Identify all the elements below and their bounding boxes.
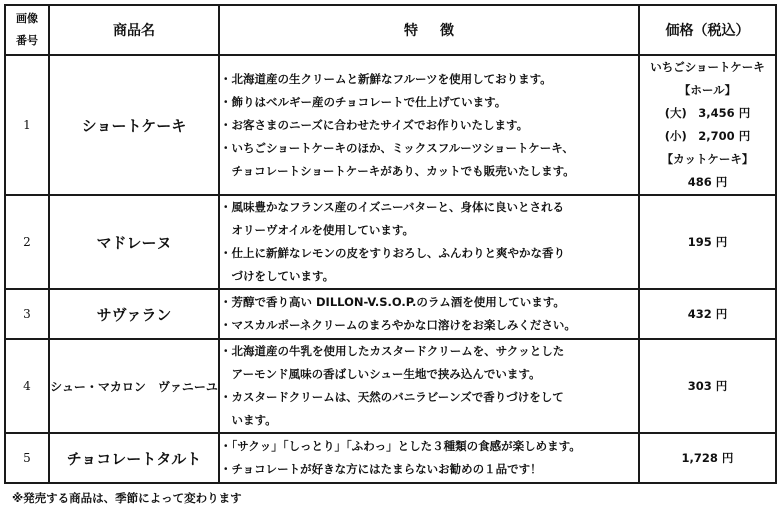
- header-features-label: 特徴: [404, 23, 476, 39]
- image-number: 1: [5, 55, 49, 195]
- feature-line: ・マスカルポーネクリームのまろやかな口溶けをお楽しみください。: [220, 318, 576, 332]
- feature-line: ・いちごショートケーキのほか、ミックスフルーツショートケーキ、: [220, 140, 574, 155]
- feature-line: ・風味豊かなフランス産のイズニーバターと、身体に良いとされる: [220, 200, 564, 214]
- feature-line: ・仕上に新鮮なレモンの皮をすりおろし、ふんわりと爽やかな香り: [220, 246, 565, 260]
- feature-line: ・お客さまのニーズに合わせたサイズでお作りいたします。: [220, 117, 529, 132]
- feature-line: ・カスタードクリームは、天然のバニラビーンズで香りづけをして: [220, 390, 564, 404]
- feature-line: ・チョコレートが好きな方にはたまらないお勧めの１品です！: [220, 462, 542, 476]
- price-line: 303 円: [687, 378, 728, 393]
- product-features: [219, 289, 639, 339]
- header-row: [5, 5, 776, 55]
- header-image-number-line2: 番号: [16, 34, 38, 47]
- image-number: 5: [5, 433, 49, 483]
- product-features: [219, 433, 639, 483]
- product-features: [219, 339, 639, 433]
- product-price: [639, 433, 776, 483]
- price-line: いちごショートケーキ: [650, 60, 765, 74]
- image-number: 4: [5, 339, 49, 433]
- feature-line: ・飾りはベルギー産のチョコレートで仕上げています。: [220, 94, 507, 109]
- price-line: 432 円: [687, 306, 728, 321]
- price-line: 486 円: [687, 175, 728, 189]
- feature-line: チョコレートショートケーキがあり、カットでも販売いたします。: [220, 163, 575, 178]
- product-price: [639, 55, 776, 195]
- feature-line: ・北海道産の牛乳を使用したカスタードクリームを、サクッとした: [220, 344, 565, 358]
- product-name: マドレーヌ: [49, 195, 219, 289]
- product-price: [639, 195, 776, 289]
- price-line: 【カットケーキ】: [661, 152, 754, 166]
- image-number: 3: [5, 289, 49, 339]
- product-price: [639, 339, 776, 433]
- header-features: [219, 5, 639, 55]
- feature-line: います。: [220, 413, 277, 427]
- product-name: シュー・マカロン ヴァニーユ: [49, 339, 219, 433]
- price-line: 【ホール】: [678, 83, 737, 97]
- product-row: [5, 433, 776, 483]
- product-name: ショートケーキ: [49, 55, 219, 195]
- feature-line: アーモンド風味の香ばしいシュー生地で挟み込んでいます。: [220, 367, 541, 381]
- product-features: [219, 55, 639, 195]
- header-image-number-line1: 画像: [16, 12, 38, 25]
- product-table: [4, 4, 777, 484]
- product-row: [5, 195, 776, 289]
- price-line: (小) 2,700 円: [664, 129, 751, 143]
- feature-line: ・北海道産の生クリームと新鮮なフルーツを使用しております。: [220, 71, 552, 86]
- feature-line: ・芳醇で香り高い DILLON-V.S.O.P.のラム酒を使用しています。: [220, 295, 565, 309]
- price-line: 195 円: [687, 234, 728, 249]
- footer-note: ※発売する商品は、季節によって変わります: [12, 491, 242, 505]
- product-name: サヴァラン: [49, 289, 219, 339]
- product-row: [5, 55, 776, 195]
- price-line: (大) 3,456 円: [664, 106, 751, 120]
- image-number: 2: [5, 195, 49, 289]
- product-features: [219, 195, 639, 289]
- price-line: 1,728 円: [681, 450, 734, 465]
- product-row: [5, 289, 776, 339]
- feature-line: ・「サクッ」「しっとり」「ふわっ」とした３種類の食感が楽しめます。: [220, 439, 581, 453]
- product-price: [639, 289, 776, 339]
- product-name: チョコレートタルト: [49, 433, 219, 483]
- feature-line: オリーヴオイルを使用しています。: [220, 223, 415, 237]
- product-row: [5, 339, 776, 433]
- header-image-number: [5, 5, 49, 55]
- feature-line: づけをしています。: [220, 269, 335, 283]
- header-price: 価格（税込）: [639, 5, 776, 55]
- header-product-name: 商品名: [49, 5, 219, 55]
